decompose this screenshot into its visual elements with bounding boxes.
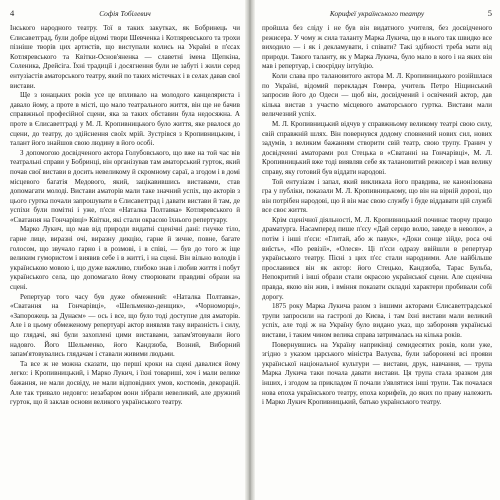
left-running-head: Софія Тобілевич	[99, 9, 151, 18]
paragraph: Той ентузіазм і запал, який викликала його правдива, не канонізована гра у публіки, показали М. Л. Кропивницькому, що він на вірній дорозі, що він потрібен народові, що й він має свою службу і буде віддавати цій службі все своє життя.	[262, 177, 492, 215]
paragraph: Інського народного театру. Тої в таких закутках, як Бобринець чи Єлисаветград, були добре відомі твори Шевченка і Котляревського та трохи пізніше творів цих артистів, що виступали колись на Україні в п'єсах Котляревського та Квітки-Основ'яненка — славетні імена Щепкіна, Соленика, Дрейсіга. Їхні традиції і досягнення були не забуті і жили серед ентузіастів аматорського театру, який по таких містечках і в селах давав свої вистави.	[10, 24, 240, 90]
book-gutter	[245, 0, 255, 500]
right-page-number: 5	[487, 8, 492, 18]
paragraph: Повернувшись на Україну наприкінці семидесятих років, коли уже, згідно з указом царського міністра Валуєва, були заборонені всі прояви української національної культури — вистави, друк, навчання, — трупа Марка Лукича таки почала давати вистави. Ця трупа стала зразком для інших, і згодом за прикладом її почали з'являтися інші трупи. Так почалася нова епоха українського театру, епоха корифеїв, до яких по праву належить і Марко Лукич Кропивницький, батько українського театру.	[262, 340, 492, 407]
paragraph: Репертуар того часу був дуже обмежений: «Наталка Полтавка», «Сватання на Гончарівці», «Шельменко-денщик», «Чорноморці», «Запорожець за Дунаєм» — ось і все, що було тоді доступне для аматорів. Але і в цьому обмеженому репертуарі актор виявляв таку виразність і силу, що глядачі, які були захоплені цими виставами, запам'ятовували його надовго. Його Шельменко, його Кандзюба, Возний, Виборний запам'ятовувались глядачам і ставали живими людьми.	[10, 292, 240, 359]
right-page-body	[262, 24, 492, 408]
left-page-body	[10, 24, 240, 408]
paragraph: Марко Лукич, що мав від природи видатні сценічні дані: гнучке тіло, гарне лице, виразні очі, виразну дикцію, гарне й зичне, повне, багате голосом, що звучало гарно і в розмові, і в співі, — був до того ж іще великим гумористом і виявив себе і в житті, і на сцені. Він вільно володів і українською мовою і, що дуже важливо, глибоко знав і любив життя і побут українського села, що допомагало йому створювати правдиві образи на сцені.	[10, 225, 240, 292]
paragraph: З допомогою досвідченого актора Голубовського, що вже на той час вів театральні справи у Бобринці, він організував там аматорський гурток, який почав свої вистави в досить невеликому й скромному сараї, а згодом і в домі місцевого багатія Медового, який, зацікавившись виставами, став допомагати молоді. Вистави аматорів мали таке значний успіх, що акторів з цього гуртка почали запрошувати в Єлисаветград і давати вистави й там, де успіхи були помітні і уже, п'єси «Наталка Полтавка» Котляревського й «Сватання на Гончарівці» Квітки, які стали окрасою їхнього репертуару.	[10, 148, 240, 224]
paragraph: Ще з юнацьких років усе це впливало на молодого канцеляриста і давало йому, а проте в місті, що мало театрального життя, він ще не бачив справжньої професійної сцени, яка за таких обставин була недосяжна. А проте в Єлисаветграді у М. Л. Кропивницького було життя, яке рвалося до сцени, до театру, до здійснення своїх мрій. Зустрівся з Кропивницьким, і талант його знайшов свою людину в його особі.	[10, 91, 240, 148]
left-page-header	[10, 8, 240, 24]
right-page	[262, 0, 492, 500]
right-page-header	[262, 8, 492, 24]
right-running-head: Корифеї українського театру	[329, 9, 425, 18]
paragraph: Коли слава про талановитого актора М. Л. Кропивницького розійшлася по Україні, відомий перекладач Гомера, учитель Петро Ніщинський запросив його до Одеси — щоб він, досвідчений і освічений актор, дав кілька вистав з участю місцевого аматорського гуртка. Вистави мали величезний успіх.	[262, 71, 492, 119]
left-page	[10, 0, 240, 500]
paragraph: 1875 року Марка Лукича разом з іншими акторами Єлисаветградської трупи запросили на гастролі до Києва, і там їхні вистави мали великий успіх, але тоді ж на Україну було видано указ, що забороняв українські вистави, і таким чином велика справа затрималась на кілька років.	[262, 302, 492, 339]
paragraph: Та все ж не можна сказати, що перші кроки на сцені давалися йому легко: і Кропивницький, і Марко Лукич, і їхні товариші, хоч і мали велике бажання, не мали досвіду, не мали відповідних умов, костюмів, декорацій. Але так тривало недовго: незабаром вони зібрали невеликий, але дружний гурток, що й заклав основи великого українського театру.	[10, 359, 240, 407]
left-page-number: 4	[10, 8, 15, 18]
paragraph: М. Л. Кропивницький відчув у справжньому великому театрі свою силу, свій справжній шлях. Він повернувся додому сповнений нових сил, нових задумів, з великим бажанням створити свій театр, свою трупу. Гранич у досвідченні аматорами рол Стецька в «Сватанні на Гончарівці», М. Л. Кропивницький вже тоді виявляв себе як талановитий режисер і мав велику справу, яку готовий був віддати народові.	[262, 119, 492, 176]
paragraph: пройшла без сліду і не був він видатного учителя, без досвідченого режисера. У чому ж сила таланту Марка Лукича, що в нього так швидко все виходило — і як і декламувати, і співати? Такі здібності треба мати від природи. Такого таланту, як у Марка Лукича, було мало в кого і на яких він мав і репертуар, і своєрідну інтуїцію.	[262, 24, 492, 71]
paragraph: Крім сценічної діяльності, М. Л. Кропивницький починає творчу працю драматурга. Насамперед пише п'єсу «Дай серцю волю, заведе в неволю», а потім і інші п'єси: «Глитай, або ж павук», «Доки сонце зійде, роса очі виїсть», «По ревізії», «Олеся». Ці п'єси одразу ввійшли в репертуар українського театру. Пісні з цих п'єс стали народними. Але найбільше прославився він як актор: його Стецько, Кандзюба, Тарас Бульба, Непокритий і інші образи стали окрасою української сцени. Але сценічна правда, якою він жив, і вміння показати складні характери пробивали собі дорогу.	[262, 215, 492, 301]
